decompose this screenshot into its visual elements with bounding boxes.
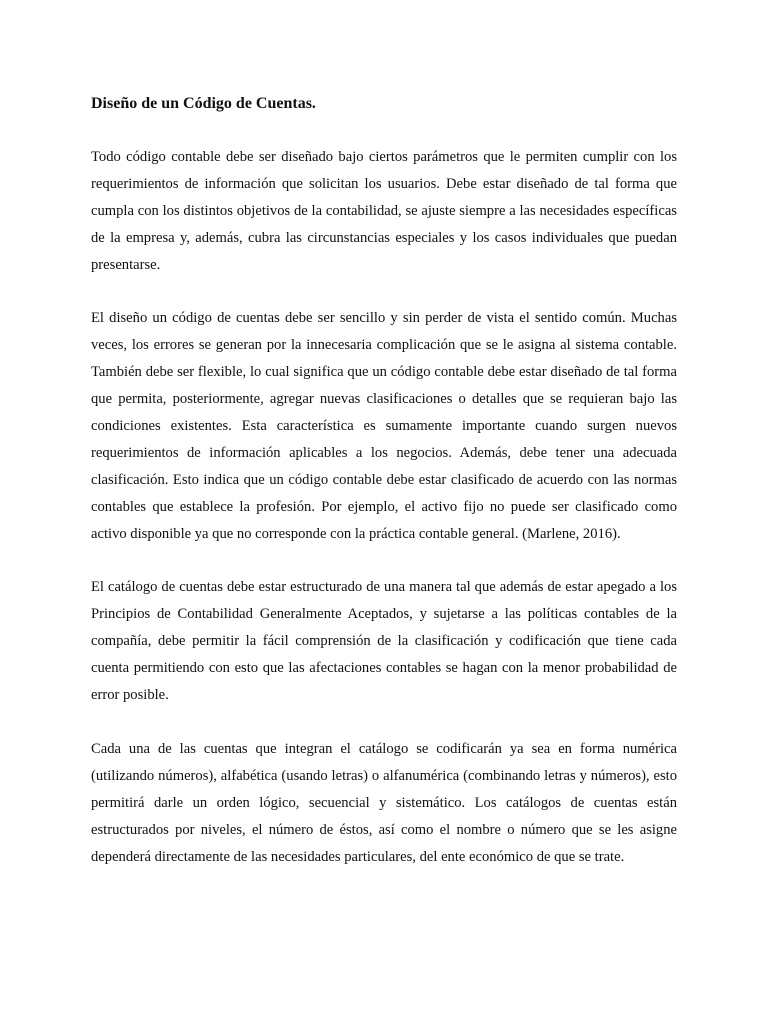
- paragraph-3: El catálogo de cuentas debe estar estructurado de una manera tal que además de estar apegado a los Principios de Contabilidad Generalmente Aceptados, y sujetarse a las políticas contables de la compañía, debe permitir la fácil comprensión de la clasificación y codificación que tiene cada cuenta permitiendo con esto que las afectaciones contables se hagan con la menor probabilidad de error posible.: [91, 579, 677, 704]
- paragraph-1: Todo código contable debe ser diseñado bajo ciertos parámetros que le permiten cumplir con los requerimientos de información que solicitan los usuarios. Debe estar diseñado de tal forma que cumpla con los distintos objetivos de la contabilidad, se ajuste siempre a las necesidades específicas de la empresa y, además, cubra las circunstancias especiales y los casos individuales que puedan presentarse.: [91, 149, 677, 273]
- paragraph-2: El diseño un código de cuentas debe ser sencillo y sin perder de vista el sentido común. Muchas veces, los errores se generan por la innecesaria complicación que se le asigna al sistema contable. También debe ser flexible, lo cual significa que un código contable debe estar diseñado de tal forma que permita, posteriormente, agregar nuevas clasificaciones o detalles que se requieran bajo las condiciones existentes. Esta característica es sumamente importante cuando surgen nuevos requerimientos de información aplicables a los negocios. Además, debe tener una adecuada clasificación. Esto indica que un código contable debe estar clasificado de acuerdo con las normas contables que establece la profesión. Por ejemplo, el activo fijo no puede ser clasificado como activo disponible ya que no corresponde con la práctica contable general. (Marlene, 2016).: [91, 310, 677, 542]
- document-title: Diseño de un Código de Cuentas.: [91, 95, 316, 112]
- document-page: [91, 92, 677, 870]
- paragraph-4: Cada una de las cuentas que integran el catálogo se codificarán ya sea en forma numérica (utilizando números), alfabética (usando letras) o alfanumérica (combinando letras y números), esto permitirá darle un orden lógico, secuencial y sistemático. Los catálogos de cuentas están estructurados por niveles, el número de éstos, así como el nombre o número que se les asigne dependerá directamente de las necesidades particulares, del ente económico de que se trate.: [91, 740, 677, 865]
